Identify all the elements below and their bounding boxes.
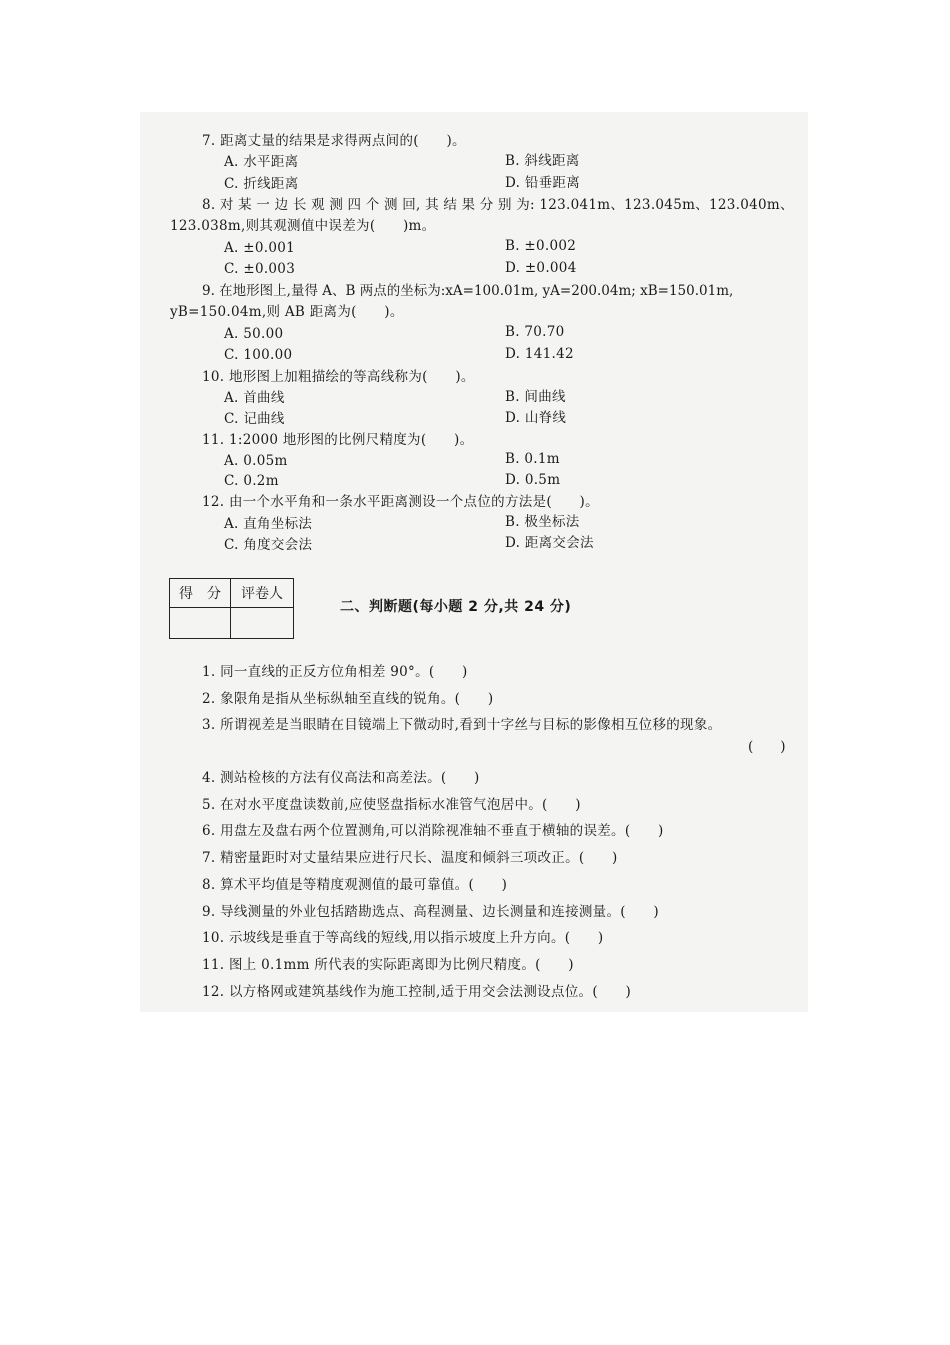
question-7-option-d: D. 铅垂距离 (505, 175, 581, 191)
tf-question-1: 1. 同一直线的正反方位角相差 90°。( ) (202, 664, 468, 680)
question-9-option-d: D. 141.42 (505, 346, 574, 362)
q8-part: 个 (365, 197, 380, 213)
score-table (169, 578, 294, 639)
question-11-option-c: C. 0.2m (224, 473, 279, 489)
question-7-option-a: A. 水平距离 (224, 154, 299, 170)
tf-question-8: 8. 算术平均值是等精度观测值的最可靠值。( ) (202, 877, 508, 893)
q8-part: 别 (498, 197, 512, 213)
q8-part: 测 (384, 197, 398, 213)
question-11-stem: 11. 1:2000 地形图的比例尺精度为( )。 (202, 432, 474, 448)
tf-question-12: 12. 以方格网或建筑基线作为施工控制,适于用交会法测设点位。( ) (202, 984, 632, 1000)
q8-part: 一 (256, 197, 271, 213)
tf-question-2: 2. 象限角是指从坐标纵轴至直线的锐角。( ) (202, 691, 494, 707)
question-12-option-c: C. 角度交会法 (224, 537, 313, 553)
q8-part: 果 (461, 197, 476, 213)
question-9-option-a: A. 50.00 (224, 326, 284, 342)
tf-question-4: 4. 测站检核的方法有仪高法和高差法。( ) (202, 770, 480, 786)
question-7-option-b: B. 斜线距离 (505, 153, 580, 169)
question-9-option-b: B. 70.70 (505, 324, 565, 340)
tf-question-3: 3. 所谓视差是当眼睛在目镜端上下微动时,看到十字丝与目标的影像相互位移的现象。 (202, 717, 722, 733)
question-7-stem: 7. 距离丈量的结果是求得两点间的( )。 (202, 133, 466, 149)
q8-part: 四 (347, 197, 362, 213)
question-12-option-a: A. 直角坐标法 (224, 516, 313, 532)
tf-question-10: 10. 示坡线是垂直于等高线的短线,用以指示坡度上升方向。( ) (202, 930, 604, 946)
tf-question-5: 5. 在对水平度盘读数前,应使竖盘指标水准管气泡居中。( ) (202, 797, 581, 813)
tf-question-7: 7. 精密量距时对丈量结果应进行尺长、温度和倾斜三项改正。( ) (202, 850, 618, 866)
question-8-option-a: A. ±0.001 (224, 240, 295, 256)
q8-part: 回, (402, 197, 421, 213)
section-title: 二、判断题(每小题 2 分,共 24 分) (340, 599, 572, 615)
grader-cell[interactable] (231, 608, 294, 639)
question-8-stem-line1 (202, 196, 794, 214)
question-10-stem: 10. 地形图上加粗描绘的等高线称为( )。 (202, 369, 475, 385)
q8-part: 分 (479, 197, 494, 213)
score-cell[interactable] (170, 608, 231, 639)
question-10-option-a: A. 首曲线 (224, 390, 285, 406)
question-9-stem-line1: 9. 在地形图上,量得 A、B 两点的坐标为:xA=100.01m, yA=200.04m; xB=150.01m, (202, 283, 734, 299)
q8-part: 对 (219, 197, 234, 213)
question-12-option-d: D. 距离交会法 (505, 535, 594, 551)
question-9-stem-line2: yB=150.04m,则 AB 距离为( )。 (170, 304, 404, 320)
question-8-option-c: C. ±0.003 (224, 261, 296, 277)
tf-question-11: 11. 图上 0.1mm 所代表的实际距离即为比例尺精度。( ) (202, 957, 574, 973)
q8-part: 结 (443, 197, 458, 213)
q8-part: 某 (238, 197, 252, 213)
tf-question-9: 9. 导线测量的外业包括踏勘选点、高程测量、边长测量和连接测量。( ) (202, 904, 660, 920)
q8-part: 其 (425, 197, 439, 213)
tf-question-3-answer-paren: ( ) (748, 739, 786, 755)
q8-part: 长 (292, 197, 307, 213)
q8-part: 边 (274, 197, 289, 213)
question-8-stem-line2: 123.038m,则其观测值中误差为( )m。 (170, 218, 436, 234)
q8-part: 测 (329, 197, 344, 213)
question-9-option-c: C. 100.00 (224, 347, 293, 363)
question-10-option-c: C. 记曲线 (224, 411, 285, 427)
q8-part: 123.041m、123.045m、123.040m、 (539, 197, 794, 213)
q8-part: 为: (516, 197, 535, 213)
question-10-option-d: D. 山脊线 (505, 410, 567, 426)
question-10-option-b: B. 间曲线 (505, 389, 566, 405)
question-12-stem: 12. 由一个水平角和一条水平距离测设一个点位的方法是( )。 (202, 494, 599, 510)
question-8-option-b: B. ±0.002 (505, 238, 577, 254)
tf-question-6: 6. 用盘左及盘右两个位置测角,可以消除视准轴不垂直于横轴的误差。( ) (202, 823, 664, 839)
grader-label: 评卷人 (231, 579, 294, 608)
q8-part: 8. (202, 197, 216, 213)
question-8-option-d: D. ±0.004 (505, 260, 577, 276)
question-12-option-b: B. 极坐标法 (505, 514, 580, 530)
question-11-option-d: D. 0.5m (505, 472, 561, 488)
question-11-option-b: B. 0.1m (505, 451, 560, 467)
score-label: 得 分 (170, 579, 231, 608)
question-7-option-c: C. 折线距离 (224, 176, 299, 192)
question-11-option-a: A. 0.05m (224, 453, 288, 469)
q8-part: 观 (311, 197, 325, 213)
